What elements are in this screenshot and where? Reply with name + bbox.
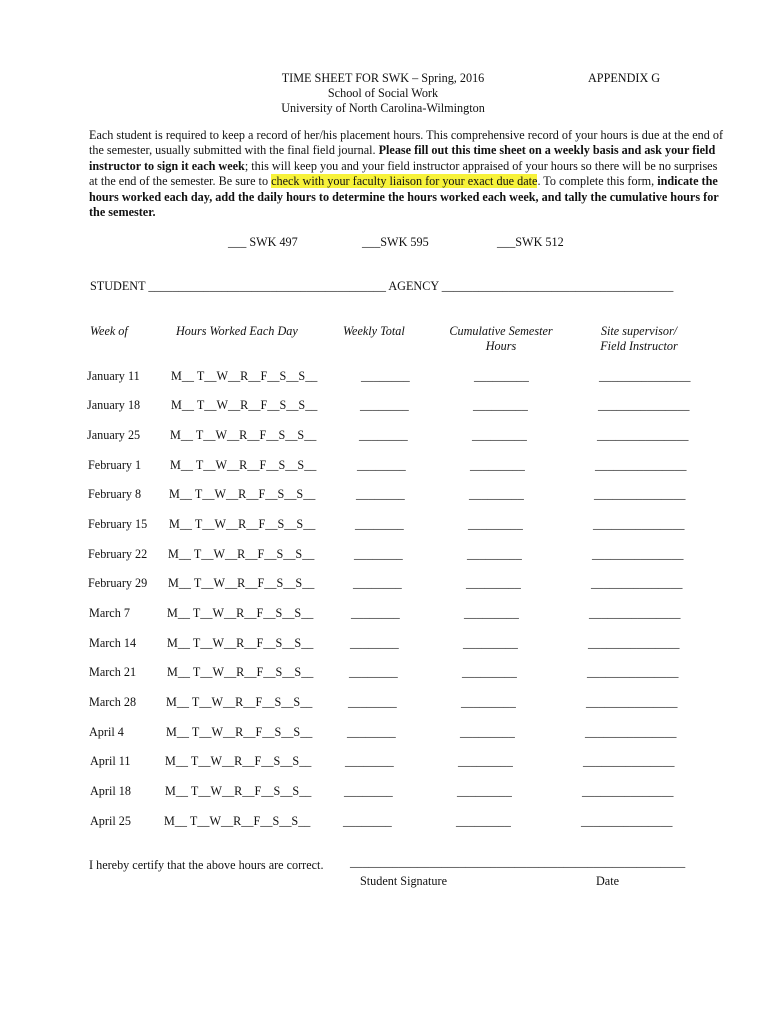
col-supervisor-line2: Field Instructor [600,339,678,353]
appendix-label: APPENDIX G [588,71,661,85]
date-label: Date [596,874,620,888]
student-agency-line[interactable]: STUDENT _______________________________________ AGENCY ______________________________________ [90,279,674,293]
due-date-highlight: check with your faculty liaison for your exact due date [271,174,538,189]
row-cumulative-hours[interactable]: _________ [468,517,523,531]
col-hours-each-day: Hours Worked Each Day [176,324,298,338]
row-cumulative-hours[interactable]: _________ [474,369,529,383]
row-cumulative-hours[interactable]: _________ [464,606,519,620]
row-weekly-total[interactable]: ________ [353,576,402,590]
row-weekly-total[interactable]: ________ [361,369,410,383]
row-daily-hours[interactable]: M__ T__W__R__F__S__S__ [167,665,314,679]
row-daily-hours[interactable]: M__ T__W__R__F__S__S__ [165,754,312,768]
instructions-text-2: ; this will keep you and your field instructor appraised of your hours so there will be no surprises at the end of the semester. Be sure to [89,158,718,189]
row-cumulative-hours[interactable]: _________ [469,487,524,501]
course-option-swk512[interactable]: ___SWK 512 [497,235,564,249]
row-weekly-total[interactable]: ________ [347,725,396,739]
row-weekly-total[interactable]: ________ [357,458,406,472]
row-week-label: April 25 [90,814,131,828]
instructions-text-3: . To complete this form, [537,174,658,189]
row-daily-hours[interactable]: M__ T__W__R__F__S__S__ [171,398,318,412]
row-daily-hours[interactable]: M__ T__W__R__F__S__S__ [166,725,313,739]
row-daily-hours[interactable]: M__ T__W__R__F__S__S__ [166,695,313,709]
row-cumulative-hours[interactable]: _________ [467,547,522,561]
instructions-paragraph [89,128,729,220]
student-signature-label: Student Signature [360,874,447,888]
row-weekly-total[interactable]: ________ [344,784,393,798]
row-daily-hours[interactable]: M__ T__W__R__F__S__S__ [167,606,314,620]
row-daily-hours[interactable]: M__ T__W__R__F__S__S__ [171,369,318,383]
row-supervisor-signature[interactable]: _______________ [598,398,690,412]
row-supervisor-signature[interactable]: _______________ [597,428,689,442]
row-weekly-total[interactable]: ________ [349,665,398,679]
row-week-label: January 11 [87,369,140,383]
row-daily-hours[interactable]: M__ T__W__R__F__S__S__ [164,814,311,828]
row-cumulative-hours[interactable]: _________ [463,636,518,650]
row-daily-hours[interactable]: M__ T__W__R__F__S__S__ [165,784,312,798]
row-weekly-total[interactable]: ________ [343,814,392,828]
row-week-label: March 14 [89,636,137,650]
row-week-label: January 25 [87,428,141,442]
row-daily-hours[interactable]: M__ T__W__R__F__S__S__ [169,517,316,531]
row-supervisor-signature[interactable]: _______________ [592,547,684,561]
row-week-label: February 8 [88,487,142,501]
row-week-label: February 15 [88,517,148,531]
row-weekly-total[interactable]: ________ [350,636,399,650]
row-supervisor-signature[interactable]: _______________ [599,369,691,383]
school-name: School of Social Work [327,86,439,100]
col-week-of: Week of [90,324,128,338]
row-weekly-total[interactable]: ________ [356,487,405,501]
instructions-bold-2: indicate the hours worked each day, add the daily hours to determine the hours worked each week, and tally the cumulative hours for the semester. [89,174,719,220]
row-cumulative-hours[interactable]: _________ [460,725,515,739]
row-weekly-total[interactable]: ________ [355,517,404,531]
course-option-swk497[interactable]: ___ SWK 497 [228,235,298,249]
row-supervisor-signature[interactable]: _______________ [595,458,687,472]
row-weekly-total[interactable]: ________ [348,695,397,709]
col-cumulative-line2: Hours [485,339,517,353]
row-week-label: February 22 [88,547,148,561]
row-cumulative-hours[interactable]: _________ [462,665,517,679]
row-cumulative-hours[interactable]: _________ [472,428,527,442]
row-cumulative-hours[interactable]: _________ [473,398,528,412]
course-option-swk595[interactable]: ___SWK 595 [362,235,429,249]
row-daily-hours[interactable]: M__ T__W__R__F__S__S__ [170,428,317,442]
row-week-label: April 18 [90,784,131,798]
signature-line[interactable]: _______________________________________________________ [350,855,686,869]
row-weekly-total[interactable]: ________ [359,428,408,442]
row-cumulative-hours[interactable]: _________ [466,576,521,590]
instructions-bold-1: Please fill out this time sheet on a weekly basis and ask your field instructor to sign it each week [89,143,716,173]
row-supervisor-signature[interactable]: _______________ [593,517,685,531]
row-week-label: April 4 [89,725,124,739]
row-daily-hours[interactable]: M__ T__W__R__F__S__S__ [167,636,314,650]
row-week-label: March 7 [89,606,130,620]
certify-text: I hereby certify that the above hours are correct. [89,858,324,872]
row-cumulative-hours[interactable]: _________ [470,458,525,472]
row-supervisor-signature[interactable]: _______________ [594,487,686,501]
row-week-label: March 28 [89,695,137,709]
col-supervisor [584,324,694,354]
row-supervisor-signature[interactable]: _______________ [585,725,677,739]
row-daily-hours[interactable]: M__ T__W__R__F__S__S__ [170,458,317,472]
row-weekly-total[interactable]: ________ [345,754,394,768]
row-week-label: April 11 [90,754,131,768]
row-weekly-total[interactable]: ________ [354,547,403,561]
row-supervisor-signature[interactable]: _______________ [583,754,675,768]
row-supervisor-signature[interactable]: _______________ [587,665,679,679]
row-supervisor-signature[interactable]: _______________ [591,576,683,590]
col-cumulative [443,324,559,354]
row-supervisor-signature[interactable]: _______________ [581,814,673,828]
row-week-label: March 21 [89,665,137,679]
row-week-label: February 29 [88,576,148,590]
row-daily-hours[interactable]: M__ T__W__R__F__S__S__ [168,576,315,590]
col-cumulative-line1: Cumulative Semester [449,324,553,338]
row-supervisor-signature[interactable]: _______________ [582,784,674,798]
row-cumulative-hours[interactable]: _________ [458,754,513,768]
row-week-label: January 18 [87,398,141,412]
row-supervisor-signature[interactable]: _______________ [586,695,678,709]
row-cumulative-hours[interactable]: _________ [461,695,516,709]
row-cumulative-hours[interactable]: _________ [456,814,511,828]
row-cumulative-hours[interactable]: _________ [457,784,512,798]
row-daily-hours[interactable]: M__ T__W__R__F__S__S__ [169,487,316,501]
row-daily-hours[interactable]: M__ T__W__R__F__S__S__ [168,547,315,561]
col-supervisor-line1: Site supervisor/ [600,324,678,338]
row-supervisor-signature[interactable]: _______________ [588,636,680,650]
form-title: TIME SHEET FOR SWK – Spring, 2016 [281,71,485,85]
row-weekly-total[interactable]: ________ [351,606,400,620]
col-weekly-total: Weekly Total [343,324,405,338]
row-week-label: February 1 [88,458,142,472]
row-supervisor-signature[interactable]: _______________ [589,606,681,620]
row-weekly-total[interactable]: ________ [360,398,409,412]
university-name: University of North Carolina-Wilmington [281,101,485,115]
instructions-text-1: Each student is required to keep a record of her/his placement hours. This comprehensive record of your hours is due at the end of the semester, usually submitted with the final field journal. [89,128,723,158]
